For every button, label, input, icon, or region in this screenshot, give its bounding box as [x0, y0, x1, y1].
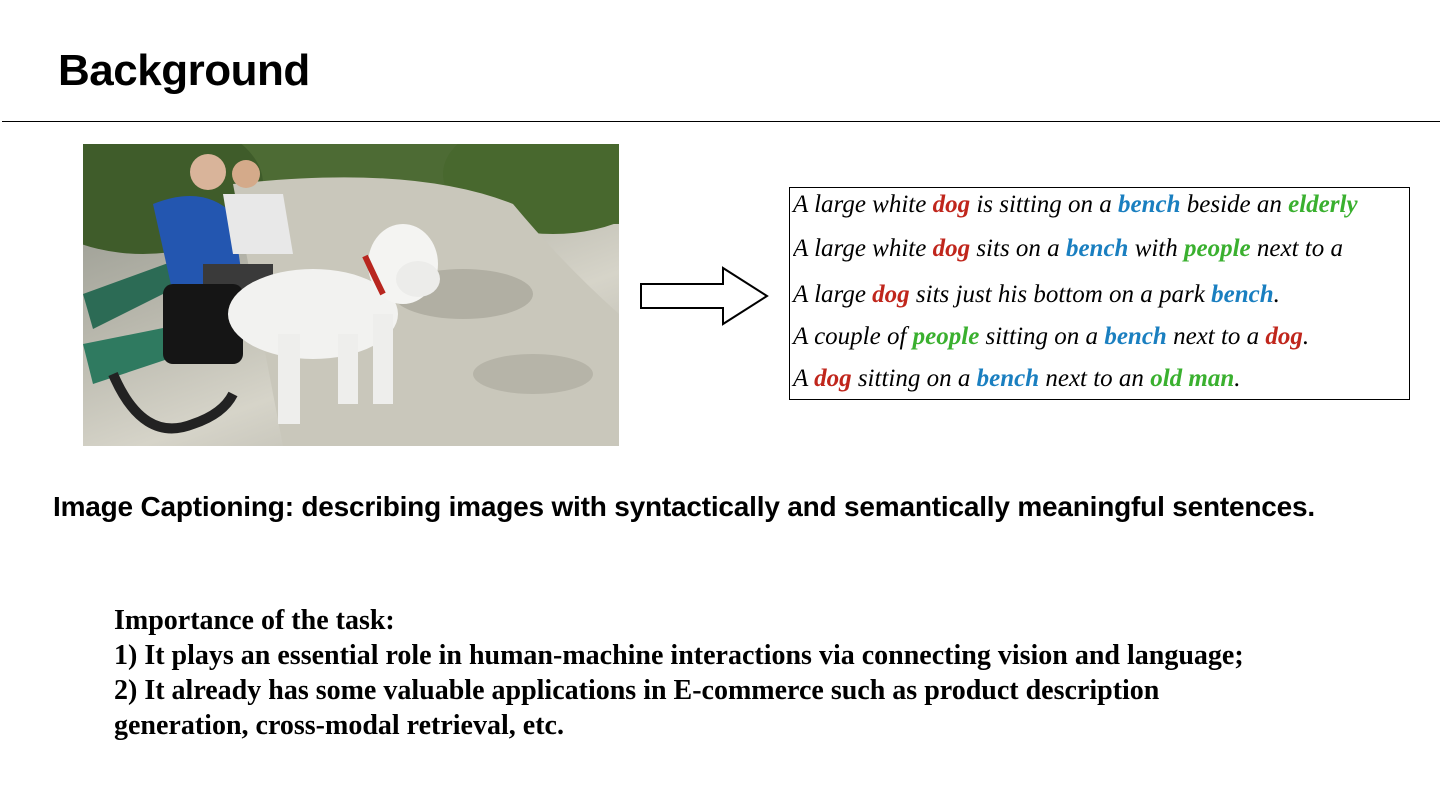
keyword-bench: bench: [1211, 281, 1274, 308]
caption-text: .: [1302, 323, 1310, 350]
keyword-bench: bench: [1065, 235, 1129, 262]
example-photo: [83, 144, 619, 446]
definition-heading: Image Captioning: describing images with syntactically and semantically meaningful sentences.: [53, 491, 1315, 522]
caption-list: [789, 187, 1410, 400]
keyword-people: people: [1184, 235, 1251, 262]
caption-text: A couple of: [793, 323, 913, 350]
slide-title: Background: [58, 46, 310, 95]
caption-4: [793, 323, 1309, 351]
keyword-dog: dog: [932, 191, 971, 218]
keyword-bench: bench: [1104, 323, 1167, 350]
right-arrow-icon: [640, 266, 770, 326]
keyword-old-man: old man: [1150, 365, 1235, 392]
caption-text: A large: [793, 281, 873, 308]
keyword-elderly: elderly: [1288, 191, 1358, 218]
caption-3: [793, 281, 1280, 309]
caption-text: A large white: [793, 191, 933, 218]
caption-text: sits just his bottom on a park: [909, 281, 1212, 308]
caption-text: .: [1234, 365, 1241, 392]
caption-text: next to a: [1166, 323, 1266, 350]
keyword-dog: dog: [932, 235, 971, 262]
title-divider: [2, 121, 1440, 122]
caption-text: sits on a: [970, 235, 1066, 262]
caption-text: A large white: [793, 235, 933, 262]
caption-text: sitting on a: [979, 323, 1105, 350]
keyword-people: people: [912, 323, 980, 350]
caption-text: A: [793, 365, 815, 392]
keyword-dog: dog: [1265, 323, 1303, 350]
caption-1: [793, 191, 1358, 219]
importance-point-2-cont: generation, cross-modal retrieval, etc.: [114, 710, 564, 741]
keyword-dog: dog: [872, 281, 910, 308]
caption-text: is sitting on a: [970, 191, 1119, 218]
caption-text: sitting on a: [851, 365, 977, 392]
importance-section: [114, 603, 1374, 743]
importance-point-1: 1) It plays an essential role in human-machine interactions via connecting vision and language;: [114, 640, 1244, 671]
keyword-dog: dog: [814, 365, 852, 392]
importance-heading: Importance of the task:: [114, 605, 395, 636]
caption-text: beside an: [1180, 191, 1289, 218]
caption-5: [793, 365, 1240, 393]
caption-text: with: [1128, 235, 1185, 262]
caption-2: [793, 235, 1343, 273]
keyword-bench: bench: [976, 365, 1040, 392]
caption-text: .: [1273, 281, 1280, 308]
caption-text: next to a: [1250, 235, 1343, 262]
caption-text: next to an: [1039, 365, 1151, 392]
keyword-bench: bench: [1118, 191, 1181, 218]
importance-point-2: 2) It already has some valuable applications in E-commerce such as product description: [114, 675, 1160, 706]
